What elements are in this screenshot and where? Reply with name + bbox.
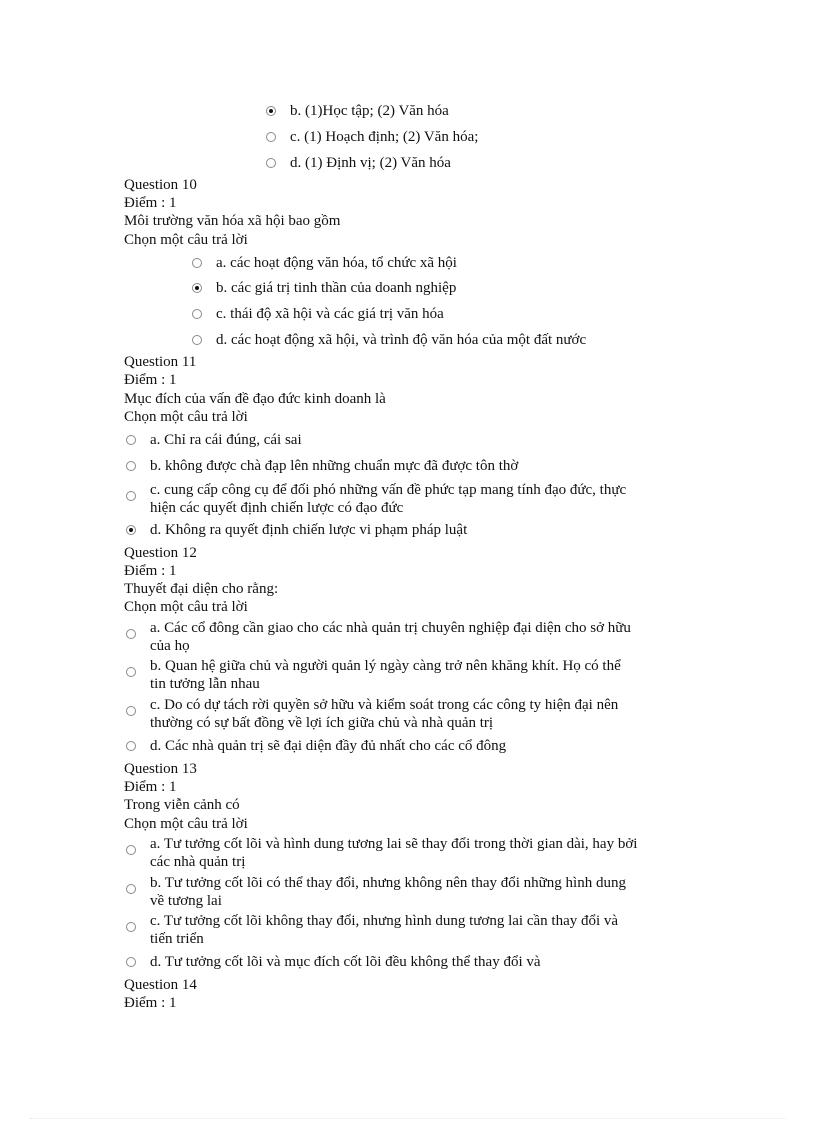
- q11-option-c-label: [150, 481, 626, 517]
- q12-option-a-label: [150, 619, 631, 655]
- q10-option-b-label: b. các giá trị tinh thần của doanh nghiệp: [216, 280, 457, 296]
- radio-button[interactable]: [126, 706, 136, 716]
- q13-option-d[interactable]: [126, 953, 541, 971]
- radio-button[interactable]: [266, 106, 276, 116]
- q10-option-d[interactable]: [192, 331, 586, 349]
- q10-prompt: Môi trường văn hóa xã hội bao gồm: [124, 213, 341, 229]
- q12-option-a-line1: a. Các cổ đông cần giao cho các nhà quản trị chuyên nghiệp đại diện cho sở hữu: [150, 620, 631, 636]
- q9-option-d-label: d. (1) Định vị; (2) Văn hóa: [290, 155, 451, 171]
- q12-option-c-line2: thường có sự bất đồng về lợi ích giữa chủ và nhà quản trị: [150, 715, 494, 731]
- radio-button[interactable]: [192, 283, 202, 293]
- q10-instruction: Chọn một câu trả lời: [124, 232, 248, 248]
- q11-option-c-line1: c. cung cấp công cụ để đối phó những vấn đề phức tạp mang tính đạo đức, thực: [150, 482, 627, 498]
- q12-option-d[interactable]: [126, 737, 506, 755]
- q13-option-c-line2: tiến triển: [150, 931, 204, 947]
- radio-button[interactable]: [126, 525, 136, 535]
- q13-option-b-line1: b. Tư tưởng cốt lõi có thể thay đổi, nhưng không nên thay đổi những hình dung: [150, 875, 626, 891]
- q13-option-a-line1: a. Tư tưởng cốt lõi và hình dung tương lai sẽ thay đổi trong thời gian dài, hay bởi: [150, 836, 638, 852]
- page-bottom-divider: [30, 1118, 786, 1119]
- radio-button[interactable]: [192, 309, 202, 319]
- radio-button[interactable]: [126, 741, 136, 751]
- q12-option-b-label: [150, 657, 621, 693]
- q12-option-b[interactable]: [126, 657, 621, 693]
- q12-option-b-line2: tin tưởng lẫn nhau: [150, 676, 260, 692]
- q11-option-a[interactable]: [126, 431, 302, 449]
- q14-title: Question 14: [124, 977, 197, 993]
- q12-points: Điểm : 1: [124, 563, 177, 579]
- q12-option-d-label: d. Các nhà quản trị sẽ đại diện đầy đủ nhất cho các cổ đông: [150, 738, 507, 754]
- q11-option-b[interactable]: [126, 457, 518, 475]
- q11-option-b-label: b. không được chà đạp lên những chuẩn mực đã được tôn thờ: [150, 458, 519, 474]
- radio-button[interactable]: [126, 845, 136, 855]
- q12-prompt: Thuyết đại diện cho rằng:: [124, 581, 279, 597]
- q11-option-c[interactable]: [126, 481, 626, 517]
- q12-option-b-line1: b. Quan hệ giữa chủ và người quản lý ngày càng trở nên khăng khít. Họ có thể: [150, 658, 621, 674]
- q11-prompt: Mục đích của vấn đề đạo đức kinh doanh là: [124, 391, 386, 407]
- radio-button[interactable]: [126, 667, 136, 677]
- q11-title: Question 11: [124, 354, 197, 370]
- radio-button[interactable]: [126, 491, 136, 501]
- q10-option-c[interactable]: [192, 305, 444, 323]
- q13-option-c-line1: c. Tư tưởng cốt lõi không thay đổi, nhưng hình dung tương lai cần thay đổi và: [150, 913, 619, 929]
- q13-option-b-label: [150, 874, 626, 910]
- radio-button[interactable]: [266, 158, 276, 168]
- q13-title: Question 13: [124, 761, 197, 777]
- q10-points: Điểm : 1: [124, 195, 177, 211]
- q10-option-b[interactable]: [192, 279, 456, 297]
- q13-option-c[interactable]: [126, 912, 618, 948]
- radio-button[interactable]: [126, 957, 136, 967]
- q10-option-c-label: c. thái độ xã hội và các giá trị văn hóa: [216, 306, 444, 322]
- q9-option-d[interactable]: [266, 154, 451, 172]
- q9-option-c[interactable]: [266, 128, 478, 146]
- q9-option-b[interactable]: [266, 102, 449, 120]
- q12-option-c-label: [150, 696, 618, 732]
- radio-button[interactable]: [126, 922, 136, 932]
- q10-option-a-label: a. các hoạt động văn hóa, tổ chức xã hội: [216, 255, 457, 271]
- q12-option-c-line1: c. Do có dự tách rời quyền sở hữu và kiểm soát trong các công ty hiện đại nên: [150, 697, 619, 713]
- q13-option-c-label: [150, 912, 618, 948]
- q11-points: Điểm : 1: [124, 372, 177, 388]
- q11-option-d-label: d. Không ra quyết định chiến lược vi phạm pháp luật: [150, 522, 468, 538]
- radio-button[interactable]: [192, 335, 202, 345]
- radio-button[interactable]: [192, 258, 202, 268]
- q11-option-c-line2: hiện các quyết định chiến lược có đạo đức: [150, 500, 404, 516]
- q13-option-b-line2: về tương lai: [150, 893, 222, 909]
- q9-option-c-label: c. (1) Hoạch định; (2) Văn hóa;: [290, 129, 479, 145]
- q11-option-d[interactable]: [126, 521, 467, 539]
- q13-prompt: Trong viễn cảnh có: [124, 797, 240, 813]
- q12-title: Question 12: [124, 545, 197, 561]
- radio-button[interactable]: [126, 461, 136, 471]
- q12-option-a-line2: của họ: [150, 638, 190, 654]
- radio-button[interactable]: [126, 884, 136, 894]
- q12-instruction: Chọn một câu trả lời: [124, 599, 248, 615]
- radio-button[interactable]: [266, 132, 276, 142]
- q11-option-a-label: a. Chỉ ra cái đúng, cái sai: [150, 432, 302, 448]
- q13-option-b[interactable]: [126, 874, 626, 910]
- q11-instruction: Chọn một câu trả lời: [124, 409, 248, 425]
- q13-option-a-line2: các nhà quản trị: [150, 854, 246, 870]
- q12-option-a[interactable]: [126, 619, 631, 655]
- q13-instruction: Chọn một câu trả lời: [124, 816, 248, 832]
- radio-button[interactable]: [126, 629, 136, 639]
- q10-title: Question 10: [124, 177, 197, 193]
- q13-option-d-label: d. Tư tưởng cốt lõi và mục đích cốt lõi đều không thể thay đổi và: [150, 954, 541, 970]
- q13-option-a[interactable]: [126, 835, 637, 871]
- q9-option-b-label: b. (1)Học tập; (2) Văn hóa: [290, 103, 449, 119]
- radio-button[interactable]: [126, 435, 136, 445]
- q12-option-c[interactable]: [126, 696, 618, 732]
- q13-points: Điểm : 1: [124, 779, 177, 795]
- q13-option-a-label: [150, 835, 637, 871]
- q10-option-a[interactable]: [192, 254, 457, 272]
- q10-option-d-label: d. các hoạt động xã hội, và trình độ văn hóa của một đất nước: [216, 332, 587, 348]
- q14-points: Điểm : 1: [124, 995, 177, 1011]
